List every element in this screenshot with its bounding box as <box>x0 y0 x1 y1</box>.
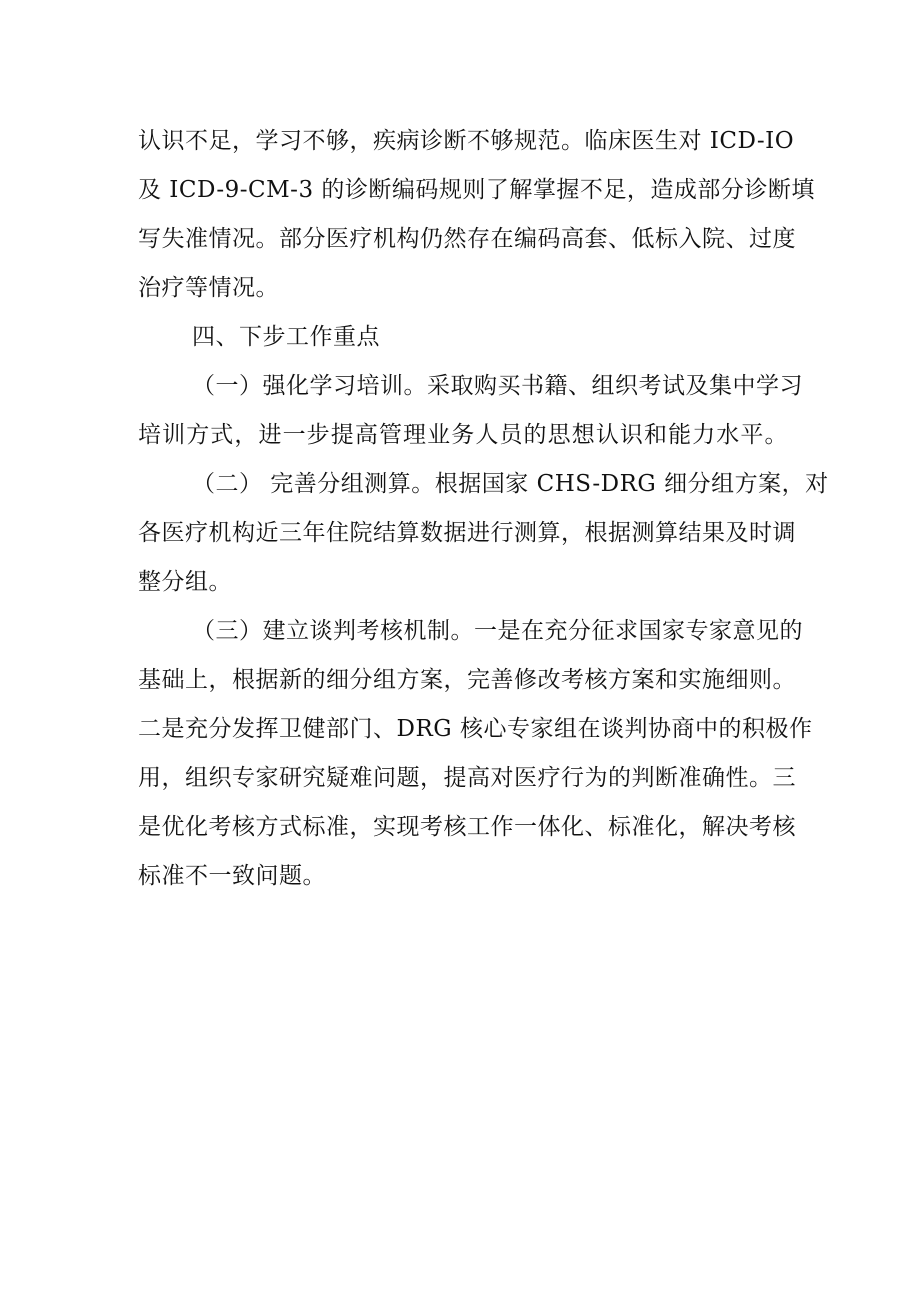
text-line: 是优化考核方式标准，实现考核工作一体化、标准化，解决考核 <box>138 814 796 840</box>
text-line: 用，组织专家研究疑难问题，提高对医疗行为的判断准确性。三 <box>138 765 796 791</box>
text-line: 写失准情况。部分医疗机构仍然存在编码高套、低标入院、过度 <box>138 226 796 252</box>
text-line: 各医疗机构近三年住院结算数据进行测算，根据测算结果及时调 <box>138 520 796 546</box>
text-line: 基础上，根据新的细分组方案，完善修改考核方案和实施细则。 <box>138 667 796 693</box>
section-heading: 四、下步工作重点 <box>192 324 380 350</box>
text-line: 及 ICD-9-CM-3 的诊断编码规则了解掌握不足，造成部分诊断填 <box>138 177 815 203</box>
text-line: （二） 完善分组测算。根据国家 CHS-DRG 细分组方案，对 <box>192 471 829 497</box>
text-line: 培训方式，进一步提高管理业务人员的思想认识和能力水平。 <box>138 422 788 448</box>
text-line: 认识不足，学习不够，疾病诊断不够规范。临床医生对 ICD-IO <box>138 128 795 154</box>
text-line: 标准不一致问题。 <box>138 863 326 889</box>
text-line: （三）建立谈判考核机制。一是在充分征求国家专家意见的 <box>192 618 803 644</box>
text-line: （一）强化学习培训。采取购买书籍、组织考试及集中学习 <box>192 373 803 399</box>
text-line: 二是充分发挥卫健部门、DRG 核心专家组在谈判协商中的积极作 <box>138 716 813 742</box>
text-line: 治疗等情况。 <box>138 275 279 301</box>
text-line: 整分组。 <box>138 569 232 595</box>
